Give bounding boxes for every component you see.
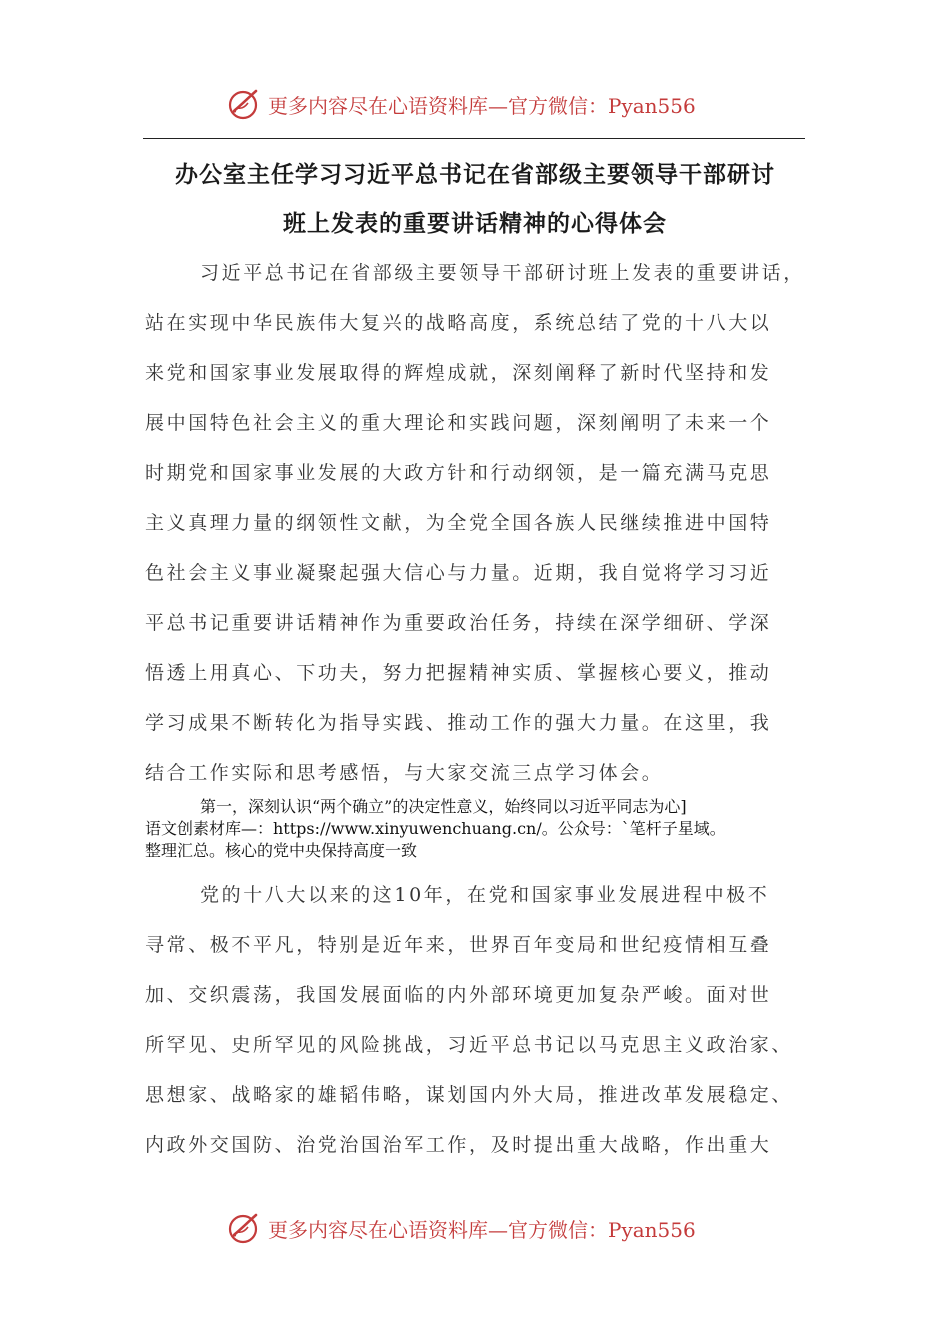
banner-account: Pyan556 [608,93,696,118]
paragraph-line: 平总书记重要讲话精神作为重要政治任务，持续在深学细研、学深 [145,612,772,634]
banner-label: 官方微信： [508,1217,608,1242]
banner-label: 官方微信： [508,93,608,118]
paragraph-line: 来党和国家事业发展取得的辉煌成就，深刻阐释了新时代坚持和发 [145,362,772,384]
section-heading-line: 第一，深刻认识“两个确立”的决定性意义，始终同以习近平同志为心] [200,797,687,816]
banner-main-text: 更多内容尽在心语资料库 [268,1217,488,1242]
section-heading-line: 语文创素材库—：https://www.xinyuwenchuang.cn/。公众号：`笔杆子星域。 [145,819,726,838]
paragraph-line: 所罕见、史所罕见的风险挑战，习近平总书记以马克思主义政治家、 [145,1034,794,1056]
paragraph-line: 色社会主义事业凝聚起强大信心与力量。近期，我自觉将学习习近 [145,562,772,584]
banner-main-text: 更多内容尽在心语资料库 [268,93,488,118]
header-rule [143,138,805,139]
paragraph-line: 学习成果不断转化为指导实践、推动工作的强大力量。在这里，我 [145,712,772,734]
section-heading-line: 整理汇总。核心的党中央保持高度一致 [145,841,418,860]
document-title-line-2: 班上发表的重要讲话精神的心得体会 [283,211,667,237]
paragraph-line: 加、交织震荡，我国发展面临的内外部环境更加复杂严峻。面对世 [145,984,772,1006]
paragraph-line: 寻常、极不平凡，特别是近年来，世界百年变局和世纪疫情相互叠 [145,934,772,956]
paragraph-line: 结合工作实际和思考感悟，与大家交流三点学习体会。 [145,762,664,784]
pen-logo-icon [226,86,262,122]
footer-banner [226,1208,696,1248]
paragraph-line: 习近平总书记在省部级主要领导干部研讨班上发表的重要讲话， [200,262,805,284]
banner-dash: — [488,1217,508,1242]
paragraph-line: 站在实现中华民族伟大复兴的战略高度，系统总结了党的十八大以 [145,312,772,334]
banner-account: Pyan556 [608,1217,696,1242]
banner-dash: — [488,93,508,118]
header-banner [226,84,696,124]
paragraph-line: 时期党和国家事业发展的大政方针和行动纲领，是一篇充满马克思 [145,462,772,484]
paragraph-line: 思想家、战略家的雄韬伟略，谋划国内外大局，推进改革发展稳定、 [145,1084,794,1106]
document-title-line-1: 办公室主任学习习近平总书记在省部级主要领导干部研讨 [175,162,775,188]
banner-text [268,1214,696,1243]
paragraph-line: 党的十八大以来的这10年，在党和国家事业发展进程中极不 [200,884,770,906]
paragraph-line: 展中国特色社会主义的重大理论和实践问题，深刻阐明了未来一个 [145,412,772,434]
pen-logo-icon [226,1210,262,1246]
paragraph-line: 悟透上用真心、下功夫，努力把握精神实质、掌握核心要义，推动 [145,662,772,684]
paragraph-line: 内政外交国防、治党治国治军工作，及时提出重大战略，作出重大 [145,1134,772,1156]
banner-text [268,90,696,119]
paragraph-line: 主义真理力量的纲领性文献，为全党全国各族人民继续推进中国特 [145,512,772,534]
